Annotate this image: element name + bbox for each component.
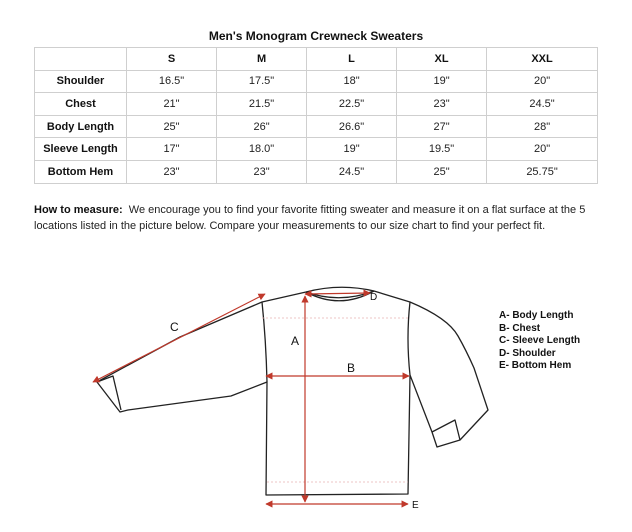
table-header-cell: XL [397, 48, 487, 71]
table-cell: 20" [487, 138, 598, 161]
table-cell: 17.5" [217, 70, 307, 93]
size-table [34, 47, 598, 184]
row-label: Sleeve Length [35, 138, 127, 161]
table-cell: 26.6" [307, 115, 397, 138]
row-label: Chest [35, 93, 127, 116]
label-c: C [170, 320, 179, 334]
legend-item: A- Body Length [499, 310, 574, 321]
table-cell: 24.5" [487, 93, 598, 116]
table-cell: 18" [307, 70, 397, 93]
sweater-diagram [0, 270, 632, 520]
table-cell: 21.5" [217, 93, 307, 116]
chart-title: Men's Monogram Crewneck Sweaters [208, 29, 424, 43]
table-cell: 20" [487, 70, 598, 93]
table-cell: 25" [397, 160, 487, 183]
table-row [35, 93, 598, 116]
label-a: A [291, 334, 300, 348]
table-header-row [35, 48, 598, 71]
how-to-heading: How to measure: [34, 204, 123, 216]
table-row [35, 70, 598, 93]
sweater-outline [97, 287, 488, 495]
legend-item: E- Bottom Hem [499, 360, 572, 371]
table-cell: 19" [397, 70, 487, 93]
table-cell: 23" [127, 160, 217, 183]
table-header-cell: M [217, 48, 307, 71]
sleeve-length-arrow [93, 294, 265, 382]
row-label: Bottom Hem [35, 160, 127, 183]
row-label: Body Length [35, 115, 127, 138]
table-cell: 17" [127, 138, 217, 161]
table-cell: 28" [487, 115, 598, 138]
how-to-measure-paragraph [34, 203, 600, 234]
table-cell: 19.5" [397, 138, 487, 161]
table-cell: 27" [397, 115, 487, 138]
table-cell: 16.5" [127, 70, 217, 93]
table-cell: 21" [127, 93, 217, 116]
table-header-cell [35, 48, 127, 71]
table-row [35, 115, 598, 138]
label-e: E [412, 500, 419, 511]
table-row [35, 160, 598, 183]
table-cell: 22.5" [307, 93, 397, 116]
shoulder-arrow [305, 293, 370, 294]
row-label: Shoulder [35, 70, 127, 93]
diagram-legend [499, 310, 580, 373]
legend-item: B- Chest [499, 322, 541, 334]
table-cell: 26" [217, 115, 307, 138]
table-row [35, 138, 598, 161]
table-header-cell: S [127, 48, 217, 71]
how-to-text: We encourage you to find your favorite fitting sweater and measure it on a flat surface at the 5 locations listed in the picture below. Compare your measurements to our size chart to find your perfect fit. [34, 204, 586, 232]
table-cell: 24.5" [307, 160, 397, 183]
table-header-cell: XXL [487, 48, 598, 71]
table-cell: 23" [217, 160, 307, 183]
table-cell: 25" [127, 115, 217, 138]
table-cell: 25.75" [487, 160, 598, 183]
legend-item: C- Sleeve Length [499, 335, 581, 346]
legend-item: D- Shoulder [499, 347, 556, 359]
table-header-cell: L [307, 48, 397, 71]
guide-lines [262, 318, 410, 482]
table-cell: 19" [307, 138, 397, 161]
table-cell: 18.0" [217, 138, 307, 161]
label-d: D [370, 292, 378, 303]
table-cell: 23" [397, 93, 487, 116]
label-b: B [347, 361, 356, 375]
measurement-arrows [93, 293, 409, 504]
